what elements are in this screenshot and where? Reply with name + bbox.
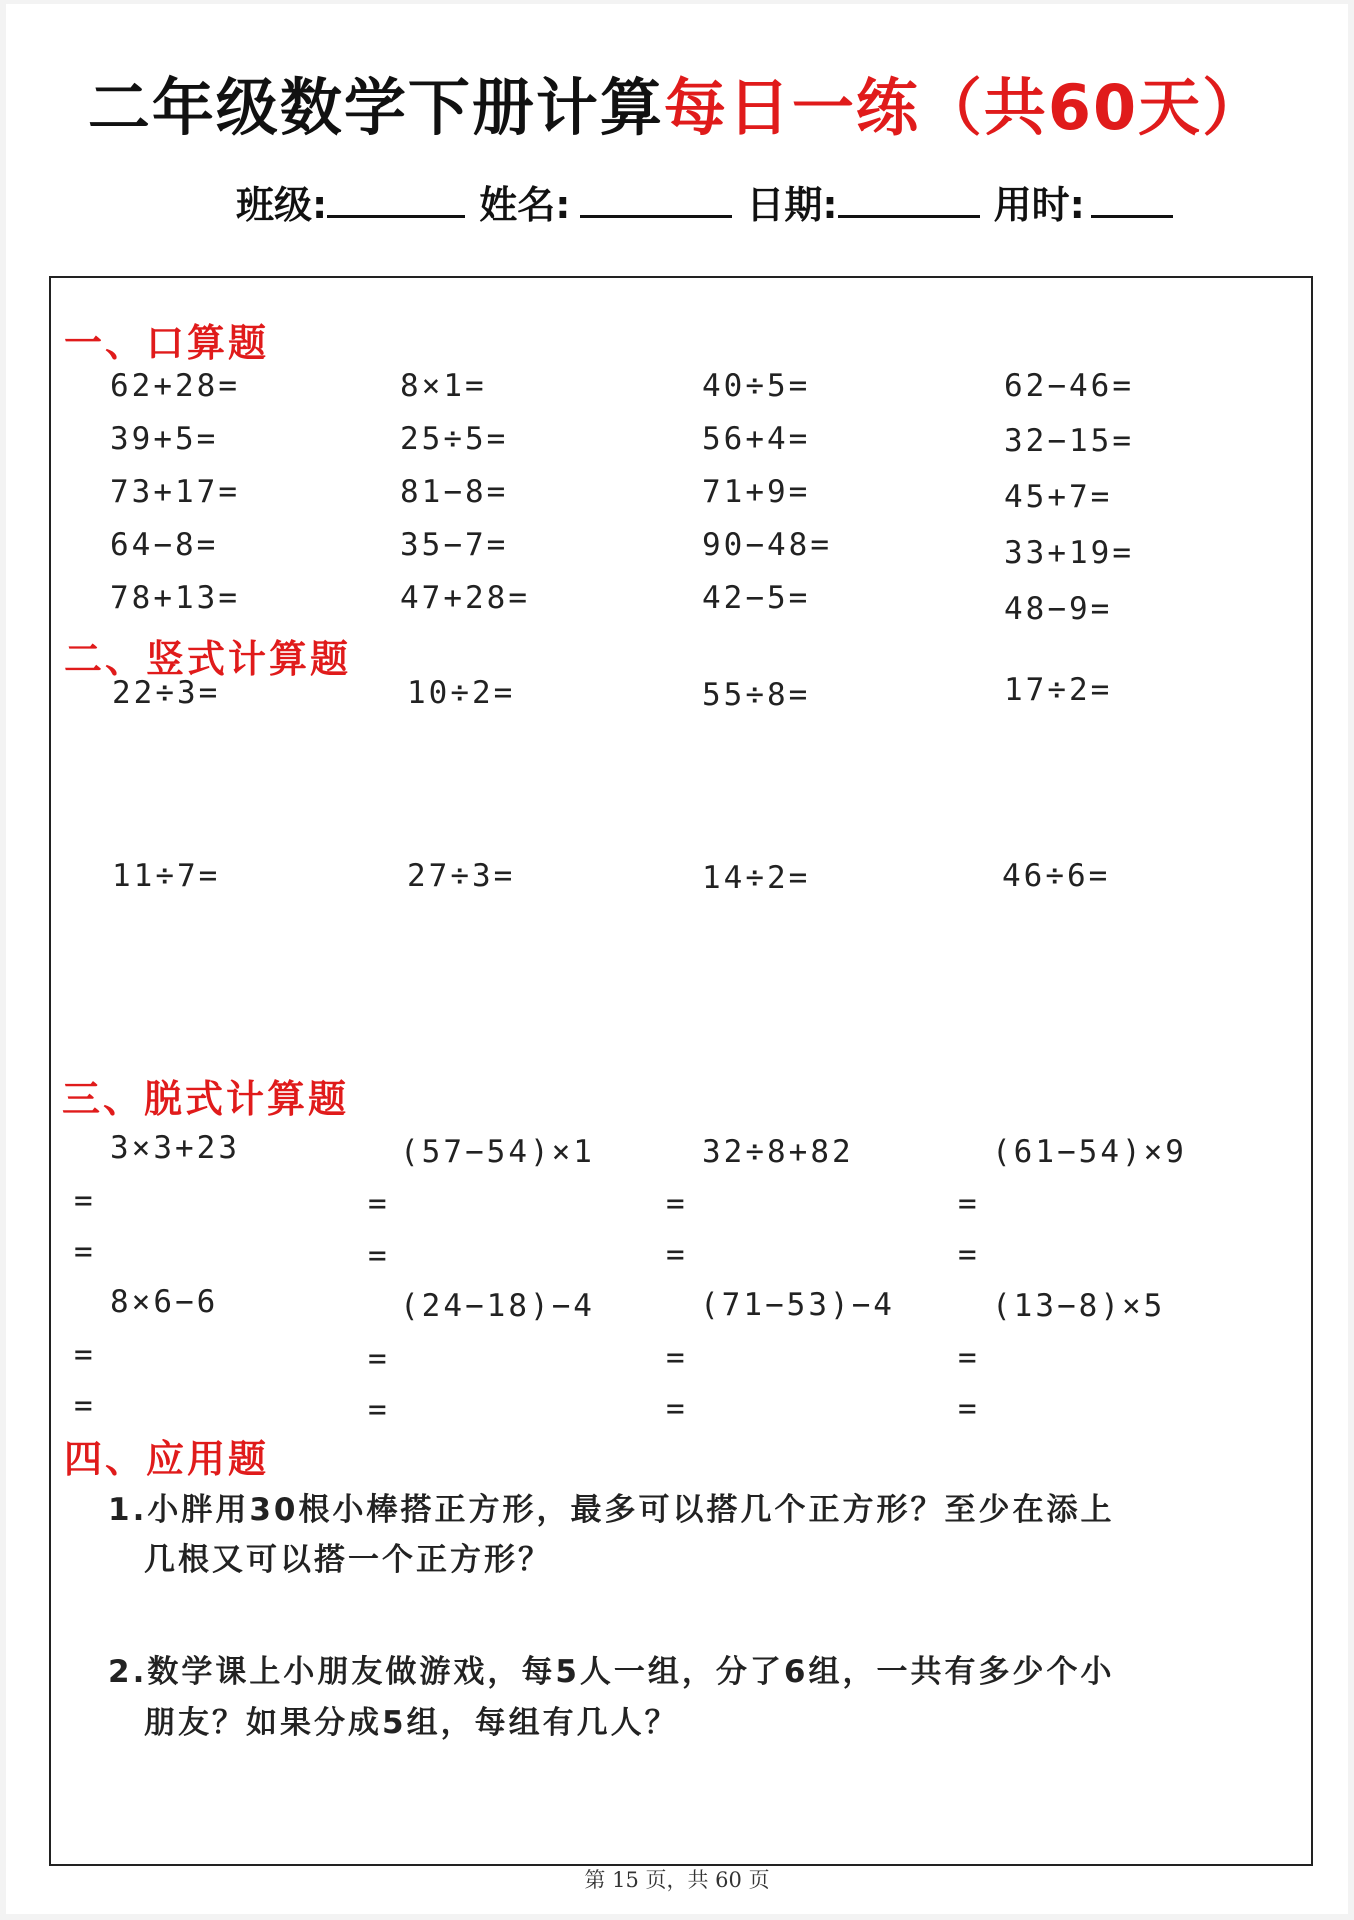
stepwise-problem: 32÷8+82	[702, 1134, 854, 1170]
oral-problem: 62−46=	[1004, 368, 1134, 404]
stepwise-problem: (57−54)×1	[400, 1134, 595, 1170]
oral-problem: 81−8=	[400, 474, 509, 510]
equals-sign: =	[666, 1340, 685, 1376]
oral-problem: 73+17=	[110, 474, 240, 510]
section-word-problems-title: 四、应用题	[64, 1436, 270, 1481]
word-problem-line: 朋友？如果分成5组，每组有几人？	[144, 1705, 679, 1741]
word-problem-line: 几根又可以搭一个正方形？	[144, 1542, 552, 1578]
vertical-problem: 27÷3=	[407, 858, 516, 894]
oral-problem: 45+7=	[1004, 479, 1113, 515]
oral-problem: 47+28=	[400, 580, 530, 616]
vertical-problem: 17÷2=	[1004, 672, 1113, 708]
section-vertical-title: 二、竖式计算题	[64, 636, 352, 681]
time-label: 用时:	[993, 183, 1085, 227]
name-blank[interactable]	[580, 179, 732, 218]
equals-sign: =	[958, 1237, 977, 1273]
title-black-part: 二年级数学下册计算	[87, 71, 664, 144]
equals-sign: =	[666, 1237, 685, 1273]
oral-problem: 56+4=	[702, 421, 811, 457]
time-blank[interactable]	[1091, 179, 1173, 218]
name-label: 姓名:	[479, 183, 571, 227]
section-oral-title: 一、口算题	[64, 320, 270, 365]
equals-sign: =	[666, 1391, 685, 1427]
word-problem-line: 1.小胖用30根小棒搭正方形，最多可以搭几个正方形？至少在添上	[108, 1492, 1115, 1528]
oral-problem: 71+9=	[702, 474, 811, 510]
equals-sign: =	[958, 1391, 977, 1427]
word-problem-line: 2.数学课上小朋友做游戏，每5人一组，分了6组，一共有多少个小	[108, 1654, 1115, 1690]
vertical-problem: 46÷6=	[1002, 858, 1111, 894]
oral-problem: 25÷5=	[400, 421, 509, 457]
equals-sign: =	[666, 1186, 685, 1222]
equals-sign: =	[958, 1340, 977, 1376]
equals-sign: =	[958, 1186, 977, 1222]
oral-problem: 90−48=	[702, 527, 832, 563]
oral-problem: 32−15=	[1004, 423, 1134, 459]
stepwise-problem: (61−54)×9	[992, 1134, 1187, 1170]
date-blank[interactable]	[838, 179, 980, 218]
oral-problem: 62+28=	[110, 368, 240, 404]
page-number-footer: 第 15 页，共 60 页	[584, 1868, 770, 1892]
oral-problem: 39+5=	[110, 421, 219, 457]
stepwise-problem: (24−18)−4	[400, 1288, 595, 1324]
equals-sign: =	[74, 1337, 93, 1373]
equals-sign: =	[368, 1186, 387, 1222]
class-blank[interactable]	[327, 179, 465, 218]
stepwise-problem: 3×3+23	[110, 1130, 240, 1166]
vertical-problem: 14÷2=	[702, 860, 811, 896]
stepwise-problem: (13−8)×5	[992, 1288, 1166, 1324]
oral-problem: 40÷5=	[702, 368, 811, 404]
equals-sign: =	[368, 1238, 387, 1274]
oral-problem: 42−5=	[702, 580, 811, 616]
section-stepwise-title: 三、脱式计算题	[62, 1076, 350, 1121]
date-label: 日期:	[746, 183, 838, 227]
equals-sign: =	[74, 1388, 93, 1424]
vertical-problem: 11÷7=	[112, 858, 221, 894]
oral-problem: 48−9=	[1004, 591, 1113, 627]
vertical-problem: 22÷3=	[112, 675, 221, 711]
equals-sign: =	[74, 1234, 93, 1270]
equals-sign: =	[74, 1183, 93, 1219]
equals-sign: =	[368, 1392, 387, 1428]
page-title	[0, 58, 1354, 147]
oral-problem: 78+13=	[110, 580, 240, 616]
vertical-problem: 55÷8=	[702, 677, 811, 713]
stepwise-problem: 8×6−6	[110, 1284, 219, 1320]
oral-problem: 64−8=	[110, 527, 219, 563]
title-red-part: 每日一练（共60天）	[663, 71, 1267, 144]
oral-problem: 33+19=	[1004, 535, 1134, 571]
vertical-problem: 10÷2=	[407, 675, 516, 711]
oral-problem: 8×1=	[400, 368, 487, 404]
class-label: 班级:	[236, 183, 328, 227]
stepwise-problem: (71−53)−4	[700, 1287, 895, 1323]
equals-sign: =	[368, 1341, 387, 1377]
oral-problem: 35−7=	[400, 527, 509, 563]
student-info-row	[236, 174, 1236, 229]
